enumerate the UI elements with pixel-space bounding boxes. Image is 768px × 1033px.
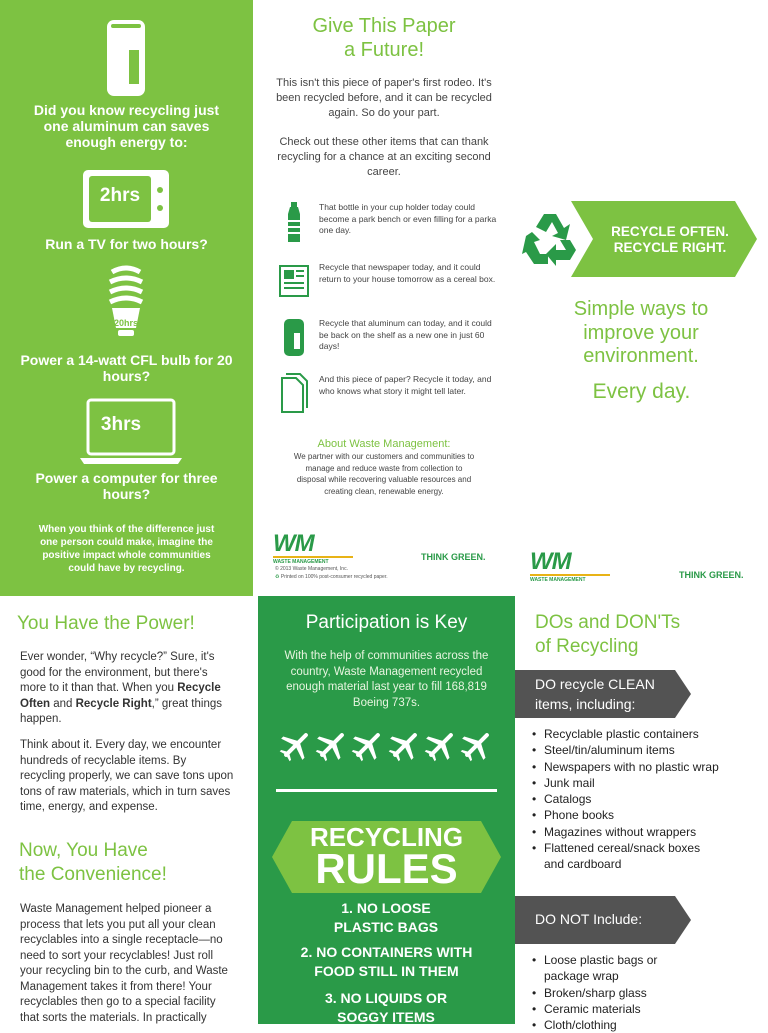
rules-word-2: RULES [315, 845, 458, 892]
dont-bar-label: DO NOT Include: [535, 911, 643, 927]
list-item: • Flattened cereal/snack boxes and cardboard [532, 840, 722, 873]
heading-dos-donts [535, 611, 680, 659]
heading2-line-1: Now, You Have [19, 840, 148, 861]
recycle-small-icon: ♻ [275, 574, 281, 580]
heading-power: You Have the Power! [17, 613, 195, 634]
wm-logo-sub: WASTE MANAGEMENT [273, 556, 353, 565]
airplane-icon [424, 728, 458, 762]
item-text: Recycle that newspaper today, and it could return to your house tomorrow as a cereal box. [319, 262, 496, 284]
recycle-icon [522, 210, 578, 268]
para1-and: and [50, 697, 76, 710]
newspaper-icon [279, 262, 309, 302]
power-paragraph [20, 650, 234, 728]
rule-1: 1. NO LOOSE PLASTIC BAGS [333, 900, 439, 935]
recycle-right-bold: Recycle Right [75, 697, 152, 710]
recycle-often-bold: Recycle Often [20, 682, 221, 710]
headline: Did you know recycling just one aluminum can saves enough energy to: [33, 102, 220, 150]
heading-participation: Participation is Key [305, 612, 468, 633]
banner-line-2: RECYCLE RIGHT. [613, 240, 727, 255]
heading2-line-2: the Convenience! [19, 864, 167, 885]
airplane-icon [388, 728, 422, 762]
aluminum-can-icon [103, 18, 149, 98]
cover-panel [515, 0, 768, 596]
intro-text-2: Check out these other items that can thank recycling for a chance at an exciting second career. [277, 136, 491, 178]
para1-text: Ever wonder, “Why recycle?” Sure, it's good for the environment, but there's more to it than that. When you [20, 651, 215, 694]
laptop-badge: 3hrs [100, 414, 142, 435]
cfl-bulb-icon [104, 262, 148, 342]
paper-future-panel [253, 0, 515, 596]
do-list [532, 726, 762, 873]
list-item [273, 262, 503, 307]
participation-text: With the help of communities across the country, Waste Management recycled enough material last year to fill 168,819 Boeing 737s. [284, 650, 489, 709]
list-item [273, 202, 503, 247]
title-line-2: a Future! [343, 39, 425, 61]
rule-3: 3. NO LIQUIDS OR SOGGY ITEMS [324, 990, 448, 1025]
paper-icon [279, 374, 309, 414]
list-item: • Newspapers with no plastic wrap [532, 759, 762, 775]
airplane-icon [351, 728, 385, 762]
tv-caption: Run a TV for two hours? [45, 236, 208, 252]
can-icon [279, 318, 309, 358]
dos-donts-panel [515, 596, 768, 1033]
item-text: And this piece of paper? Recycle it today, and who knows what story it might tell later. [319, 374, 492, 396]
list-item: • Steel/tin/aluminum items [532, 742, 762, 758]
plane-row [278, 728, 495, 764]
think-green: THINK GREEN. [421, 552, 486, 562]
rules-word-1: RECYCLING [309, 822, 464, 852]
airplane-icon [315, 728, 349, 762]
about-text: We partner with our customers and communities to manage and reduce waste from collection to disposal while recovering valuable resources and creating clean, renewable energy. [293, 452, 475, 496]
bulb-badge: 20hrs [113, 318, 139, 328]
banner-text [595, 224, 745, 256]
banner-line-1: RECYCLE OFTEN. [611, 224, 729, 239]
list-item: • Broken/sharp glass [532, 985, 672, 1001]
list-item: • Ceramic materials [532, 1001, 672, 1017]
wm-logo [530, 548, 610, 583]
energy-facts-panel [0, 0, 253, 596]
laptop-caption: Power a computer for three hours? [35, 470, 218, 502]
airplane-icon [279, 728, 313, 762]
do-bar-label: DO recycle CLEAN items, including: [535, 676, 655, 712]
list-item: • Phone books [532, 807, 762, 823]
bottle-icon [279, 202, 309, 242]
printed-note [275, 574, 388, 580]
dont-list [532, 952, 672, 1033]
list-item: • Catalogs [532, 791, 762, 807]
rule-2: 2. NO CONTAINERS WITH FOOD STILL IN THEM [300, 944, 473, 979]
list-item: • Recyclable plastic containers [532, 726, 762, 742]
convenience-paragraph: Waste Management helped pioneer a process that lets you put all your clean recyclables into a single receptacle—no need to sort your recyclables! Just roll your recycling bin to the curb, and Waste Management takes it from there! Your recyclables then go to a special facility that sorts the materials. In practically [20, 903, 228, 1024]
airplane-icon [460, 728, 494, 762]
copyright: © 2013 Waste Management, Inc. [275, 566, 348, 572]
heading-line-2: of Recycling [535, 636, 639, 657]
item-text: Recycle that aluminum can today, and it could be back on the shelf as a new one in just 60 days! [319, 318, 492, 351]
closing-text: When you think of the difference just one person could make, imagine the positive impact whole communities could have by recycling. [38, 524, 215, 574]
divider [276, 789, 497, 792]
title-line-1: Give This Paper [312, 15, 456, 37]
list-item: • Cloth/clothing [532, 1017, 672, 1033]
think-paragraph: Think about it. Every day, we encounter hundreds of recyclable items. By recycling properly, we can save tons upon tons of raw materials, which in turn saves time, energy, and expense. [20, 739, 234, 813]
wm-logo-mark: WM [273, 530, 314, 557]
list-item [273, 374, 503, 419]
item-text: That bottle in your cup holder today could become a park bench or even filling for a parka one day. [319, 202, 497, 235]
tv-badge: 2hrs [99, 185, 141, 206]
bulb-caption: Power a 14-watt CFL bulb for 20 hours? [20, 352, 233, 384]
think-green: THINK GREEN. [679, 570, 744, 580]
list-item: • Loose plastic bags or package wrap [532, 952, 672, 985]
heading-line-1: DOs and DON'Ts [535, 612, 681, 633]
list-item: • Magazines without wrappers [532, 824, 762, 840]
tagline: Simple ways to improve your environment. [573, 298, 709, 367]
wm-logo-mark: WM [530, 548, 571, 575]
list-item: • Junk mail [532, 775, 762, 791]
participation-panel [258, 596, 515, 1024]
wm-logo [273, 530, 353, 565]
para1-end: ,” great things happen. [20, 697, 222, 725]
about-title: About Waste Management: [317, 438, 451, 450]
intro-text: This isn't this piece of paper's first rodeo. It's been recycled before, and it can be recycled again. So do your part. [276, 77, 492, 119]
heading-convenience [19, 839, 167, 887]
every-day: Every day. [592, 380, 691, 403]
list-item [273, 318, 503, 363]
wm-logo-sub: WASTE MANAGEMENT [530, 574, 610, 583]
power-panel [0, 596, 258, 1024]
panel-title [253, 14, 515, 62]
printed-text: Printed on 100% post-consumer recycled paper. [280, 574, 388, 580]
